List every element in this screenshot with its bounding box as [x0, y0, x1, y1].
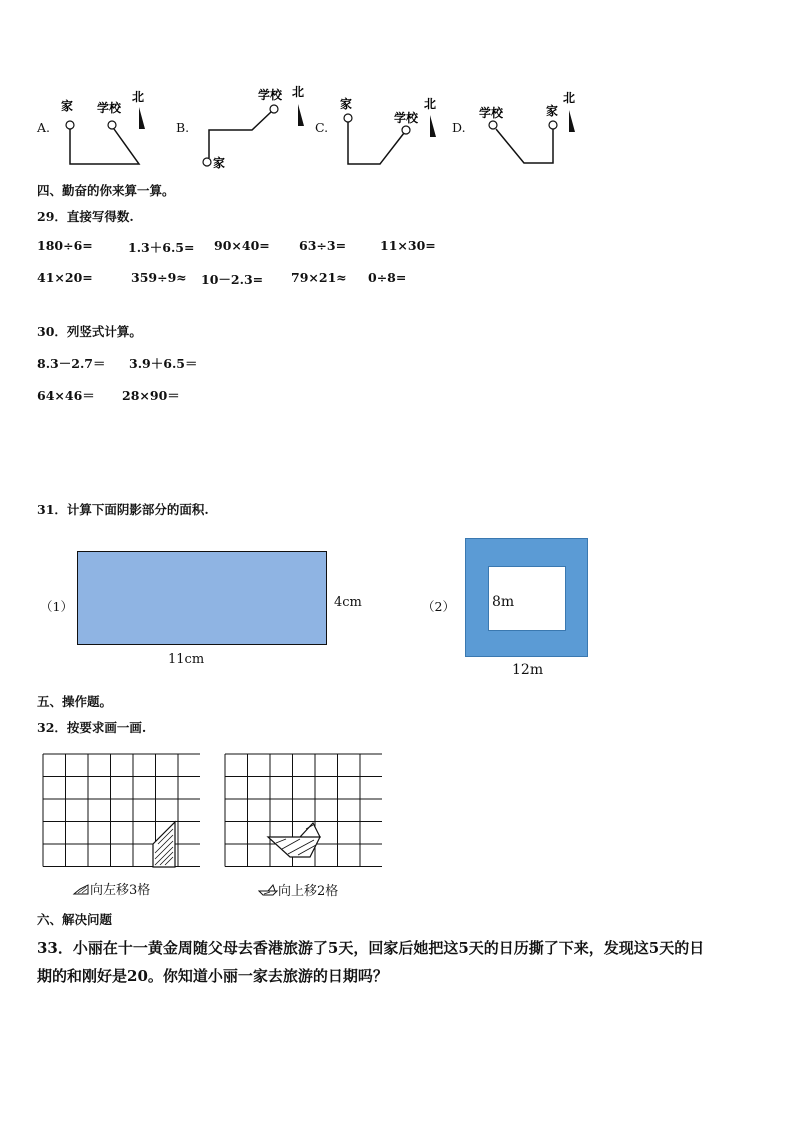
fig1-height-label: 4cm	[334, 595, 362, 610]
school-marker-icon	[402, 126, 410, 134]
option-b-home-label: 家	[213, 156, 226, 170]
caption-left-text: 向左移3格	[90, 883, 151, 898]
map-options	[0, 80, 794, 175]
north-arrow-icon	[139, 107, 145, 129]
hatched-shape-icon	[72, 883, 90, 895]
option-d-map	[471, 80, 586, 175]
route-line	[496, 129, 553, 163]
q29-item: 41×20=	[37, 270, 93, 285]
q30-item: 28×90＝	[122, 388, 180, 403]
q32-title: 32．按要求画一画.	[37, 720, 147, 735]
home-marker-icon	[203, 158, 211, 166]
q30-item: 64×46＝	[37, 388, 95, 403]
route-line	[209, 112, 271, 158]
shaded-boat-shape	[268, 823, 320, 857]
shaded-square-frame	[465, 538, 588, 657]
option-a-school-label: 学校	[97, 101, 122, 115]
route-line	[348, 122, 404, 164]
option-c-home-label: 家	[340, 97, 353, 111]
grid-right	[224, 753, 382, 871]
option-c-school-label: 学校	[394, 111, 419, 125]
option-a-label: A.	[37, 120, 51, 135]
fig2-outer-label: 12m	[512, 662, 544, 678]
option-d-home-label: 家	[546, 104, 559, 118]
q29-item: 180÷6=	[37, 238, 93, 253]
fig1-label: （1）	[40, 599, 73, 614]
q29-item: 10－2.3=	[201, 272, 264, 287]
home-marker-icon	[549, 121, 557, 129]
q29-item: 79×21≈	[291, 270, 347, 285]
option-a-home-label: 家	[61, 99, 74, 113]
fig1-width-label: 11cm	[168, 652, 205, 667]
q33-line2: 期的和刚好是20。你知道小丽一家去旅游的日期吗？	[37, 967, 388, 985]
shaded-rectangle	[77, 551, 327, 645]
q29-item: 11×30=	[380, 238, 436, 253]
q29-item: 90×40=	[214, 238, 270, 253]
q33-line1: 33．小丽在十一黄金周随父母去香港旅游了5天，回家后她把这5天的日历撕了下来，发现这5天的日	[37, 939, 705, 957]
section6-heading: 六、解决问题	[37, 912, 113, 927]
option-d-label: D.	[452, 120, 466, 135]
north-arrow-icon	[298, 104, 304, 126]
option-b-north-label: 北	[292, 85, 305, 99]
caption-left	[72, 878, 150, 898]
option-d-north-label: 北	[563, 91, 576, 105]
home-marker-icon	[344, 114, 352, 122]
q30-item: 3.9＋6.5＝	[129, 356, 198, 371]
north-arrow-icon	[430, 115, 436, 137]
hatched-boat-icon	[258, 884, 278, 896]
q30-item: 8.3－2.7＝	[37, 356, 106, 371]
route-line	[70, 129, 139, 164]
q29-item: 63÷3=	[299, 238, 347, 253]
caption-right	[258, 879, 338, 899]
q29-item: 359÷9≈	[131, 270, 187, 285]
home-marker-icon	[66, 121, 74, 129]
option-b-school-label: 学校	[258, 88, 283, 102]
option-c-north-label: 北	[424, 97, 437, 111]
q29-title: 29．直接写得数.	[37, 209, 134, 224]
option-b-label: B.	[176, 120, 190, 135]
school-marker-icon	[108, 121, 116, 129]
fig2-inner-label: 8m	[492, 594, 515, 610]
option-a-north-label: 北	[132, 90, 145, 104]
q31-title: 31．计算下面阴影部分的面积.	[37, 502, 209, 517]
grid-left	[42, 753, 200, 871]
caption-right-text: 向上移2格	[278, 884, 339, 899]
option-c-map	[334, 80, 444, 175]
option-b-map	[195, 80, 315, 175]
q30-title: 30．列竖式计算。	[37, 324, 142, 339]
section4-heading: 四、勤奋的你来算一算。	[37, 183, 175, 198]
q29-item: 1.3＋6.5=	[128, 240, 195, 255]
section5-heading: 五、操作题。	[37, 694, 113, 709]
option-a-map	[55, 80, 155, 175]
fig2-label: （2）	[422, 599, 455, 614]
school-marker-icon	[270, 105, 278, 113]
option-d-school-label: 学校	[479, 106, 504, 120]
school-marker-icon	[489, 121, 497, 129]
option-c-label: C.	[315, 120, 329, 135]
north-arrow-icon	[569, 110, 575, 132]
q29-item: 0÷8=	[368, 270, 407, 285]
